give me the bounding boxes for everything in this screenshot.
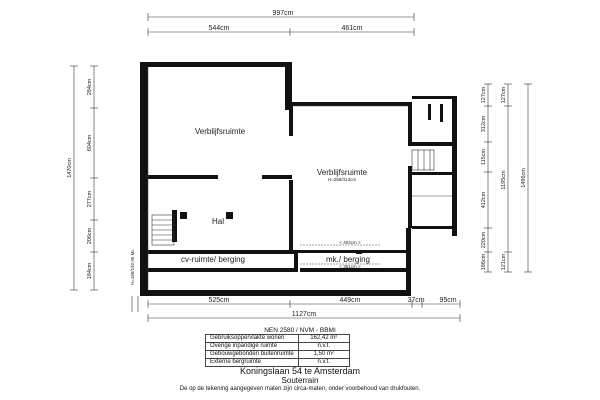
dim-left-d: 206cm (87, 227, 93, 245)
area-value: 1,50 m² (298, 351, 349, 359)
left-dimensions (70, 66, 98, 290)
area-value: 162,42 m² (298, 335, 349, 343)
room-label-cv-ruimte: cv-ruimte/ berging (180, 255, 246, 264)
dim-right-i: 121cm (501, 253, 507, 271)
dim-left-a: 284cm (87, 78, 93, 96)
vertical-height-note: H=186/192,95 ML (130, 249, 135, 285)
dim-bottom-4: 95cm (439, 297, 457, 304)
inner-dimension-1: < 404cm > (339, 240, 361, 245)
dim-bottom-1: 525cm (208, 297, 230, 304)
norm-heading: NEN 2580 / NVM - BBMI (264, 327, 336, 334)
dim-left-e: 184cm (87, 262, 93, 280)
area-table (205, 334, 350, 367)
dim-top-right: 461cm (341, 25, 363, 32)
dim-right-f: 186cm (481, 253, 487, 271)
area-row (206, 343, 350, 351)
plan-subtitle: Souterrain (281, 376, 319, 385)
room-label-mk-berging: mk./ berging (325, 255, 371, 264)
area-label: Gebruiksoppervlakte wonen (206, 335, 299, 343)
dim-bottom-total: 1127cm (291, 311, 317, 318)
dim-left-b: 604cm (87, 134, 93, 152)
area-value: n.v.t. (298, 343, 349, 351)
plan-title: Koningslaan 54 te Amsterdam (239, 366, 361, 376)
dim-right-total: 1496cm (521, 168, 527, 188)
dim-right-g: 1195cm (501, 170, 507, 190)
area-label: Gebouwgebonden buitenruimte (206, 351, 299, 359)
dim-top-left: 544cm (208, 25, 230, 32)
dim-right-h: 127cm (501, 86, 507, 104)
disclaimer: De op de tekening aangegeven maten zijn circa-maten, onder voorbehoud van drukfouten. (179, 386, 421, 392)
area-label: Externe bergruimte (206, 359, 299, 367)
dim-right-a: 127cm (481, 86, 487, 104)
room-label-verblijfsruimte-1: Verblijfsruimte (194, 127, 246, 136)
area-value: n.v.t. (298, 359, 349, 367)
dim-right-c: 115cm (481, 148, 487, 166)
inner-dimension-2: < 361cm > (339, 264, 361, 269)
dim-right-b: 312cm (481, 115, 487, 133)
dim-right-e: 220cm (481, 231, 487, 249)
room-height-note: H=258/313cm (327, 177, 357, 182)
area-row (206, 335, 350, 343)
room-label-hal: Hal (211, 217, 225, 226)
dim-left-total: 1470cm (67, 158, 73, 178)
dim-bottom-2: 449cm (339, 297, 361, 304)
dim-top-total: 997cm (272, 10, 294, 17)
room-label-verblijfsruimte-2: Verblijfsruimte (316, 168, 368, 177)
staircase (132, 150, 434, 312)
dim-left-c: 277cm (87, 190, 93, 208)
area-row (206, 351, 350, 359)
area-label: Overige inpandige ruimte (206, 343, 299, 351)
dim-right-d: 412cm (481, 191, 487, 209)
dim-bottom-3: 37cm (407, 297, 425, 304)
